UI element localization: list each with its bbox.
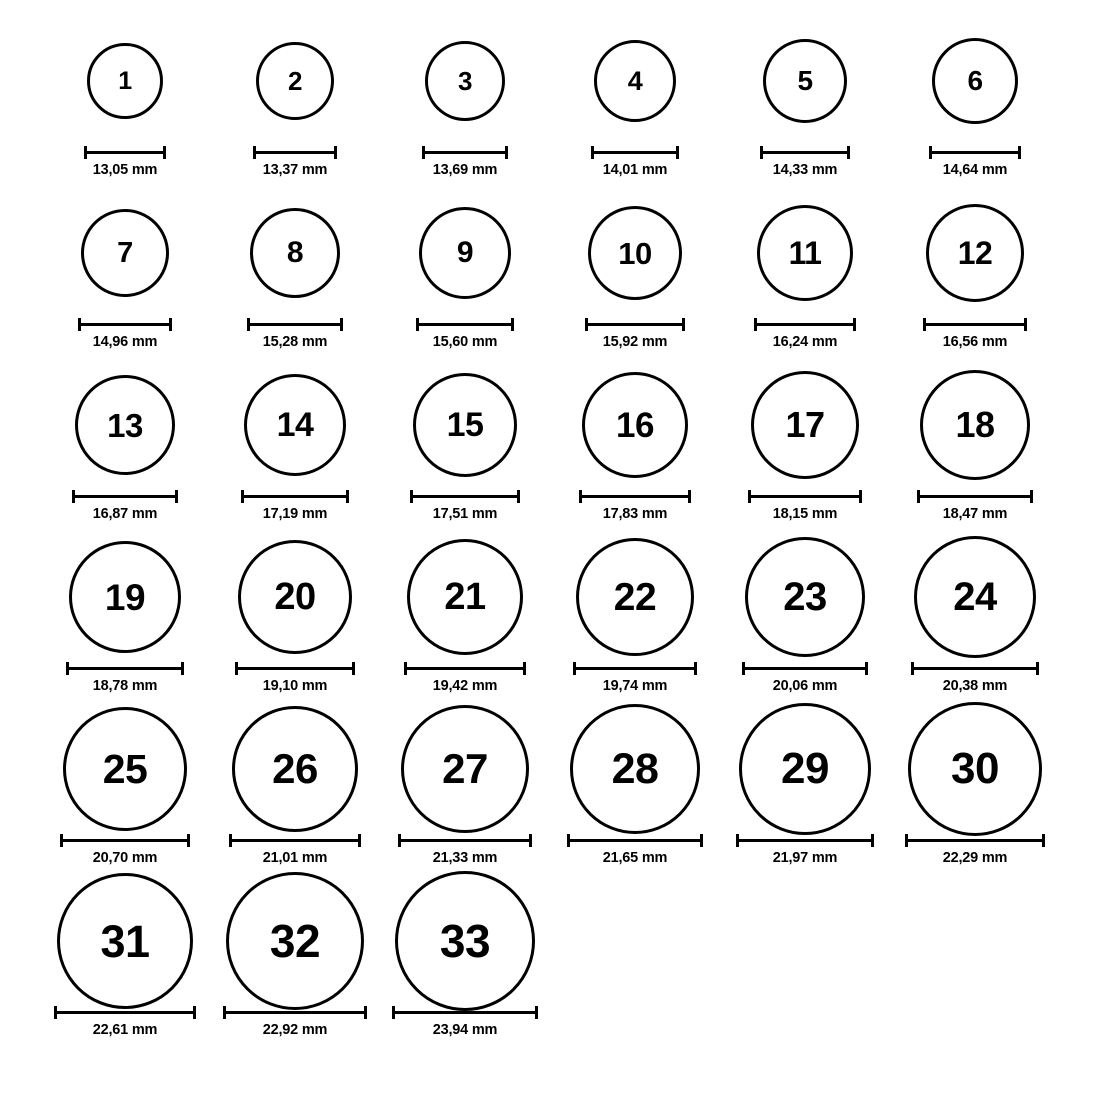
measure-tick-left bbox=[754, 318, 757, 331]
diameter-measure-bar bbox=[754, 318, 856, 329]
diameter-measure-bar bbox=[585, 318, 685, 329]
ring-size-number: 19 bbox=[104, 576, 146, 618]
ring-size-number: 27 bbox=[442, 745, 488, 792]
measure-tick-left bbox=[398, 834, 401, 847]
ring-circle-wrapper bbox=[751, 362, 859, 488]
diameter-value-label: 16,56 mm bbox=[942, 334, 1008, 350]
ring-circle-icon bbox=[419, 207, 511, 299]
ring-size-number: 3 bbox=[458, 66, 472, 96]
ring-size-number: 18 bbox=[955, 404, 995, 445]
ring-size-number: 7 bbox=[117, 236, 133, 269]
ring-size-cell bbox=[40, 190, 210, 362]
ring-circle-wrapper bbox=[413, 362, 517, 488]
ring-size-cell bbox=[890, 362, 1060, 534]
ring-size-number: 22 bbox=[613, 575, 657, 619]
diameter-measure-bar bbox=[392, 1006, 538, 1017]
diameter-measure-bar bbox=[410, 490, 520, 501]
measure-tick-right bbox=[193, 1006, 196, 1019]
ring-size-cell bbox=[550, 706, 720, 878]
measure-line bbox=[929, 151, 1021, 154]
diameter-measure-bar bbox=[404, 662, 526, 673]
ring-size-number: 28 bbox=[611, 744, 659, 793]
diameter-value-label: 16,87 mm bbox=[92, 506, 158, 522]
diameter-value-label: 23,94 mm bbox=[432, 1022, 498, 1038]
diameter-value-label: 20,38 mm bbox=[942, 678, 1008, 694]
diameter-measure-bar bbox=[917, 490, 1033, 501]
ring-size-number: 15 bbox=[446, 406, 484, 444]
ring-size-cell bbox=[210, 706, 380, 878]
diameter-value-label: 21,97 mm bbox=[772, 850, 838, 866]
ring-size-number: 8 bbox=[286, 236, 304, 269]
measure-line bbox=[235, 667, 355, 670]
ring-size-number: 5 bbox=[797, 65, 813, 96]
measure-tick-right bbox=[175, 490, 178, 503]
ring-circle-icon bbox=[745, 537, 865, 657]
measure-tick-right bbox=[694, 662, 697, 675]
ring-size-number: 11 bbox=[788, 235, 822, 271]
ring-size-number: 1 bbox=[118, 66, 132, 95]
measure-tick-left bbox=[585, 318, 588, 331]
ring-circle-icon bbox=[932, 38, 1018, 124]
ring-size-cell bbox=[40, 362, 210, 534]
ring-size-number: 25 bbox=[102, 745, 148, 792]
measure-tick-right bbox=[1036, 662, 1039, 675]
ring-size-number: 9 bbox=[456, 236, 474, 269]
ring-size-cell bbox=[380, 706, 550, 878]
ring-circle-wrapper bbox=[745, 534, 865, 660]
ring-circle-icon bbox=[238, 540, 352, 654]
ring-size-number: 32 bbox=[269, 915, 321, 967]
diameter-value-label: 21,01 mm bbox=[262, 850, 328, 866]
ring-size-cell bbox=[210, 534, 380, 706]
ring-circle-icon bbox=[763, 39, 847, 123]
ring-circle-icon bbox=[908, 702, 1042, 836]
diameter-measure-bar bbox=[742, 662, 868, 673]
ring-circle-wrapper bbox=[920, 362, 1030, 488]
diameter-measure-bar bbox=[736, 834, 874, 845]
diameter-measure-bar bbox=[60, 834, 190, 845]
diameter-value-label: 19,74 mm bbox=[602, 678, 668, 694]
measure-tick-right bbox=[169, 318, 172, 331]
measure-tick-left bbox=[54, 1006, 57, 1019]
measure-line bbox=[253, 151, 337, 154]
measure-tick-right bbox=[340, 318, 343, 331]
diameter-value-label: 22,92 mm bbox=[262, 1022, 328, 1038]
measure-tick-right bbox=[358, 834, 361, 847]
measure-tick-right bbox=[700, 834, 703, 847]
ring-circle-wrapper bbox=[69, 534, 181, 660]
ring-size-number: 20 bbox=[274, 576, 316, 618]
measure-tick-left bbox=[60, 834, 63, 847]
measure-tick-left bbox=[748, 490, 751, 503]
ring-circle-wrapper bbox=[425, 18, 505, 144]
ring-size-number: 26 bbox=[272, 745, 318, 792]
ring-circle-wrapper bbox=[594, 18, 676, 144]
measure-line bbox=[247, 323, 343, 326]
ring-circle-wrapper bbox=[739, 706, 871, 832]
diameter-value-label: 19,42 mm bbox=[432, 678, 498, 694]
measure-line bbox=[579, 495, 691, 498]
measure-line bbox=[736, 839, 874, 842]
measure-tick-left bbox=[929, 146, 932, 159]
measure-tick-right bbox=[688, 490, 691, 503]
ring-circle-wrapper bbox=[250, 190, 340, 316]
ring-size-cell bbox=[40, 706, 210, 878]
ring-circle-wrapper bbox=[57, 878, 193, 1004]
measure-tick-right bbox=[529, 834, 532, 847]
measure-tick-left bbox=[742, 662, 745, 675]
ring-size-number: 14 bbox=[276, 406, 314, 444]
ring-size-number: 33 bbox=[439, 915, 491, 967]
ring-size-number: 13 bbox=[107, 406, 143, 444]
measure-tick-left bbox=[247, 318, 250, 331]
diameter-measure-bar bbox=[760, 146, 850, 157]
measure-line bbox=[742, 667, 868, 670]
ring-size-number: 2 bbox=[288, 66, 302, 96]
ring-circle-wrapper bbox=[238, 534, 352, 660]
ring-circle-wrapper bbox=[576, 534, 694, 660]
ring-circle-wrapper bbox=[87, 18, 163, 144]
measure-tick-left bbox=[404, 662, 407, 675]
ring-size-cell bbox=[720, 534, 890, 706]
measure-tick-left bbox=[223, 1006, 226, 1019]
ring-size-number: 6 bbox=[967, 65, 983, 96]
ring-size-cell bbox=[550, 18, 720, 190]
diameter-value-label: 22,61 mm bbox=[92, 1022, 158, 1038]
diameter-value-label: 18,15 mm bbox=[772, 506, 838, 522]
diameter-value-label: 22,29 mm bbox=[942, 850, 1008, 866]
measure-tick-left bbox=[905, 834, 908, 847]
ring-circle-icon bbox=[926, 204, 1024, 302]
ring-circle-icon bbox=[920, 370, 1030, 480]
ring-size-cell bbox=[720, 362, 890, 534]
ring-circle-icon bbox=[226, 872, 364, 1010]
diameter-value-label: 18,47 mm bbox=[942, 506, 1008, 522]
ring-circle-icon bbox=[582, 372, 688, 478]
measure-tick-left bbox=[422, 146, 425, 159]
ring-circle-wrapper bbox=[914, 534, 1036, 660]
measure-line bbox=[60, 839, 190, 842]
ring-size-cell bbox=[380, 18, 550, 190]
diameter-measure-bar bbox=[567, 834, 703, 845]
ring-circle-icon bbox=[588, 206, 682, 300]
measure-line bbox=[66, 667, 184, 670]
diameter-measure-bar bbox=[591, 146, 679, 157]
diameter-measure-bar bbox=[229, 834, 361, 845]
measure-tick-right bbox=[364, 1006, 367, 1019]
diameter-measure-bar bbox=[72, 490, 178, 501]
measure-tick-right bbox=[187, 834, 190, 847]
ring-circle-icon bbox=[739, 703, 871, 835]
ring-circle-wrapper bbox=[395, 878, 535, 1004]
diameter-measure-bar bbox=[911, 662, 1039, 673]
measure-line bbox=[404, 667, 526, 670]
diameter-value-label: 14,64 mm bbox=[942, 162, 1008, 178]
measure-tick-right bbox=[847, 146, 850, 159]
measure-tick-left bbox=[911, 662, 914, 675]
ring-size-number: 10 bbox=[618, 235, 652, 271]
diameter-value-label: 18,78 mm bbox=[92, 678, 158, 694]
ring-circle-icon bbox=[256, 42, 334, 120]
measure-line bbox=[229, 839, 361, 842]
diameter-measure-bar bbox=[66, 662, 184, 673]
diameter-value-label: 15,60 mm bbox=[432, 334, 498, 350]
measure-tick-right bbox=[1024, 318, 1027, 331]
measure-tick-left bbox=[917, 490, 920, 503]
measure-tick-left bbox=[591, 146, 594, 159]
measure-tick-left bbox=[760, 146, 763, 159]
ring-size-cell bbox=[210, 18, 380, 190]
measure-line bbox=[84, 151, 166, 154]
measure-line bbox=[78, 323, 172, 326]
measure-tick-left bbox=[416, 318, 419, 331]
ring-circle-icon bbox=[914, 536, 1036, 658]
measure-line bbox=[416, 323, 514, 326]
measure-line bbox=[905, 839, 1045, 842]
ring-circle-icon bbox=[401, 705, 529, 833]
ring-circle-wrapper bbox=[757, 190, 853, 316]
ring-circle-wrapper bbox=[763, 18, 847, 144]
ring-circle-icon bbox=[63, 707, 187, 831]
ring-circle-icon bbox=[81, 209, 169, 297]
measure-tick-right bbox=[163, 146, 166, 159]
measure-tick-left bbox=[923, 318, 926, 331]
measure-line bbox=[54, 1011, 196, 1014]
measure-tick-left bbox=[579, 490, 582, 503]
diameter-value-label: 13,05 mm bbox=[92, 162, 158, 178]
measure-line bbox=[410, 495, 520, 498]
measure-tick-right bbox=[505, 146, 508, 159]
diameter-value-label: 17,19 mm bbox=[262, 506, 328, 522]
measure-tick-right bbox=[346, 490, 349, 503]
diameter-measure-bar bbox=[241, 490, 349, 501]
ring-size-cell bbox=[550, 534, 720, 706]
diameter-measure-bar bbox=[398, 834, 532, 845]
ring-size-cell bbox=[210, 362, 380, 534]
measure-line bbox=[398, 839, 532, 842]
ring-circle-icon bbox=[413, 373, 517, 477]
diameter-value-label: 14,01 mm bbox=[602, 162, 668, 178]
ring-circle-icon bbox=[425, 41, 505, 121]
measure-tick-left bbox=[736, 834, 739, 847]
measure-line bbox=[911, 667, 1039, 670]
measure-tick-left bbox=[253, 146, 256, 159]
measure-line bbox=[754, 323, 856, 326]
diameter-value-label: 20,70 mm bbox=[92, 850, 158, 866]
ring-size-cell bbox=[720, 18, 890, 190]
diameter-value-label: 20,06 mm bbox=[772, 678, 838, 694]
ring-circle-wrapper bbox=[244, 362, 346, 488]
ring-circle-icon bbox=[75, 375, 175, 475]
ring-size-number: 17 bbox=[785, 404, 825, 445]
ring-size-number: 24 bbox=[953, 575, 997, 619]
ring-size-cell bbox=[890, 18, 1060, 190]
measure-tick-right bbox=[352, 662, 355, 675]
ring-size-number: 21 bbox=[444, 576, 486, 618]
measure-tick-right bbox=[871, 834, 874, 847]
ring-size-number: 31 bbox=[100, 915, 150, 967]
ring-circle-wrapper bbox=[226, 878, 364, 1004]
ring-circle-wrapper bbox=[926, 190, 1024, 316]
ring-size-cell bbox=[550, 362, 720, 534]
measure-tick-right bbox=[853, 318, 856, 331]
diameter-measure-bar bbox=[54, 1006, 196, 1017]
ring-size-cell bbox=[550, 190, 720, 362]
measure-tick-right bbox=[682, 318, 685, 331]
ring-size-cell bbox=[380, 190, 550, 362]
ring-size-grid bbox=[40, 18, 1060, 1050]
ring-size-cell bbox=[40, 878, 210, 1050]
ring-size-cell bbox=[210, 878, 380, 1050]
ring-circle-icon bbox=[87, 43, 163, 119]
measure-line bbox=[567, 839, 703, 842]
measure-tick-left bbox=[573, 662, 576, 675]
diameter-measure-bar bbox=[422, 146, 508, 157]
measure-tick-right bbox=[511, 318, 514, 331]
measure-tick-left bbox=[241, 490, 244, 503]
measure-tick-right bbox=[334, 146, 337, 159]
diameter-value-label: 15,92 mm bbox=[602, 334, 668, 350]
ring-size-cell bbox=[890, 706, 1060, 878]
measure-line bbox=[223, 1011, 367, 1014]
diameter-value-label: 13,37 mm bbox=[262, 162, 328, 178]
measure-tick-left bbox=[78, 318, 81, 331]
ring-size-cell bbox=[890, 190, 1060, 362]
ring-circle-icon bbox=[576, 538, 694, 656]
measure-line bbox=[241, 495, 349, 498]
diameter-measure-bar bbox=[223, 1006, 367, 1017]
ring-size-cell bbox=[210, 190, 380, 362]
measure-line bbox=[748, 495, 862, 498]
diameter-measure-bar bbox=[416, 318, 514, 329]
measure-line bbox=[591, 151, 679, 154]
measure-tick-right bbox=[1042, 834, 1045, 847]
measure-tick-left bbox=[84, 146, 87, 159]
diameter-measure-bar bbox=[923, 318, 1027, 329]
diameter-value-label: 15,28 mm bbox=[262, 334, 328, 350]
ring-size-cell bbox=[380, 534, 550, 706]
measure-tick-left bbox=[410, 490, 413, 503]
ring-circle-icon bbox=[57, 873, 193, 1009]
ring-circle-icon bbox=[757, 205, 853, 301]
diameter-measure-bar bbox=[573, 662, 697, 673]
measure-tick-left bbox=[66, 662, 69, 675]
ring-circle-wrapper bbox=[588, 190, 682, 316]
diameter-value-label: 21,65 mm bbox=[602, 850, 668, 866]
measure-line bbox=[760, 151, 850, 154]
ring-circle-icon bbox=[570, 704, 700, 834]
ring-size-number: 29 bbox=[781, 744, 829, 793]
ring-size-cell bbox=[40, 534, 210, 706]
measure-tick-left bbox=[229, 834, 232, 847]
ring-size-cell bbox=[40, 18, 210, 190]
ring-size-number: 30 bbox=[951, 744, 999, 793]
measure-tick-right bbox=[1030, 490, 1033, 503]
ring-size-cell bbox=[380, 362, 550, 534]
ring-circle-icon bbox=[250, 208, 340, 298]
ring-circle-wrapper bbox=[419, 190, 511, 316]
measure-line bbox=[392, 1011, 538, 1014]
measure-line bbox=[422, 151, 508, 154]
ring-circle-icon bbox=[407, 539, 523, 655]
diameter-measure-bar bbox=[84, 146, 166, 157]
diameter-measure-bar bbox=[78, 318, 172, 329]
ring-circle-wrapper bbox=[401, 706, 529, 832]
diameter-value-label: 17,51 mm bbox=[432, 506, 498, 522]
diameter-measure-bar bbox=[253, 146, 337, 157]
measure-tick-right bbox=[865, 662, 868, 675]
ring-circle-icon bbox=[69, 541, 181, 653]
measure-line bbox=[72, 495, 178, 498]
ring-size-number: 23 bbox=[783, 575, 827, 619]
ring-circle-wrapper bbox=[908, 706, 1042, 832]
diameter-measure-bar bbox=[905, 834, 1045, 845]
ring-circle-icon bbox=[751, 371, 859, 479]
diameter-value-label: 13,69 mm bbox=[432, 162, 498, 178]
ring-size-cell bbox=[720, 706, 890, 878]
measure-tick-left bbox=[392, 1006, 395, 1019]
ring-circle-icon bbox=[232, 706, 358, 832]
ring-size-number: 12 bbox=[957, 235, 993, 271]
ring-size-cell bbox=[890, 534, 1060, 706]
measure-tick-right bbox=[181, 662, 184, 675]
diameter-value-label: 16,24 mm bbox=[772, 334, 838, 350]
measure-tick-right bbox=[676, 146, 679, 159]
measure-tick-right bbox=[523, 662, 526, 675]
measure-line bbox=[917, 495, 1033, 498]
diameter-measure-bar bbox=[579, 490, 691, 501]
measure-tick-left bbox=[72, 490, 75, 503]
diameter-measure-bar bbox=[235, 662, 355, 673]
measure-tick-right bbox=[517, 490, 520, 503]
ring-circle-wrapper bbox=[407, 534, 523, 660]
diameter-value-label: 19,10 mm bbox=[262, 678, 328, 694]
ring-circle-icon bbox=[594, 40, 676, 122]
ring-circle-wrapper bbox=[582, 362, 688, 488]
measure-tick-right bbox=[859, 490, 862, 503]
measure-tick-left bbox=[235, 662, 238, 675]
ring-circle-icon bbox=[395, 871, 535, 1011]
ring-circle-wrapper bbox=[256, 18, 334, 144]
ring-circle-wrapper bbox=[75, 362, 175, 488]
measure-line bbox=[573, 667, 697, 670]
measure-tick-right bbox=[535, 1006, 538, 1019]
diameter-value-label: 17,83 mm bbox=[602, 506, 668, 522]
ring-circle-wrapper bbox=[232, 706, 358, 832]
diameter-value-label: 21,33 mm bbox=[432, 850, 498, 866]
measure-tick-right bbox=[1018, 146, 1021, 159]
measure-line bbox=[923, 323, 1027, 326]
diameter-value-label: 14,33 mm bbox=[772, 162, 838, 178]
diameter-measure-bar bbox=[247, 318, 343, 329]
ring-size-cell bbox=[380, 878, 550, 1050]
ring-circle-wrapper bbox=[63, 706, 187, 832]
diameter-value-label: 14,96 mm bbox=[92, 334, 158, 350]
measure-tick-left bbox=[567, 834, 570, 847]
ring-circle-wrapper bbox=[932, 18, 1018, 144]
diameter-measure-bar bbox=[748, 490, 862, 501]
ring-size-number: 16 bbox=[616, 405, 654, 445]
ring-circle-wrapper bbox=[81, 190, 169, 316]
ring-circle-wrapper bbox=[570, 706, 700, 832]
ring-size-cell bbox=[720, 190, 890, 362]
ring-size-number: 4 bbox=[627, 65, 643, 96]
measure-line bbox=[585, 323, 685, 326]
ring-circle-icon bbox=[244, 374, 346, 476]
diameter-measure-bar bbox=[929, 146, 1021, 157]
